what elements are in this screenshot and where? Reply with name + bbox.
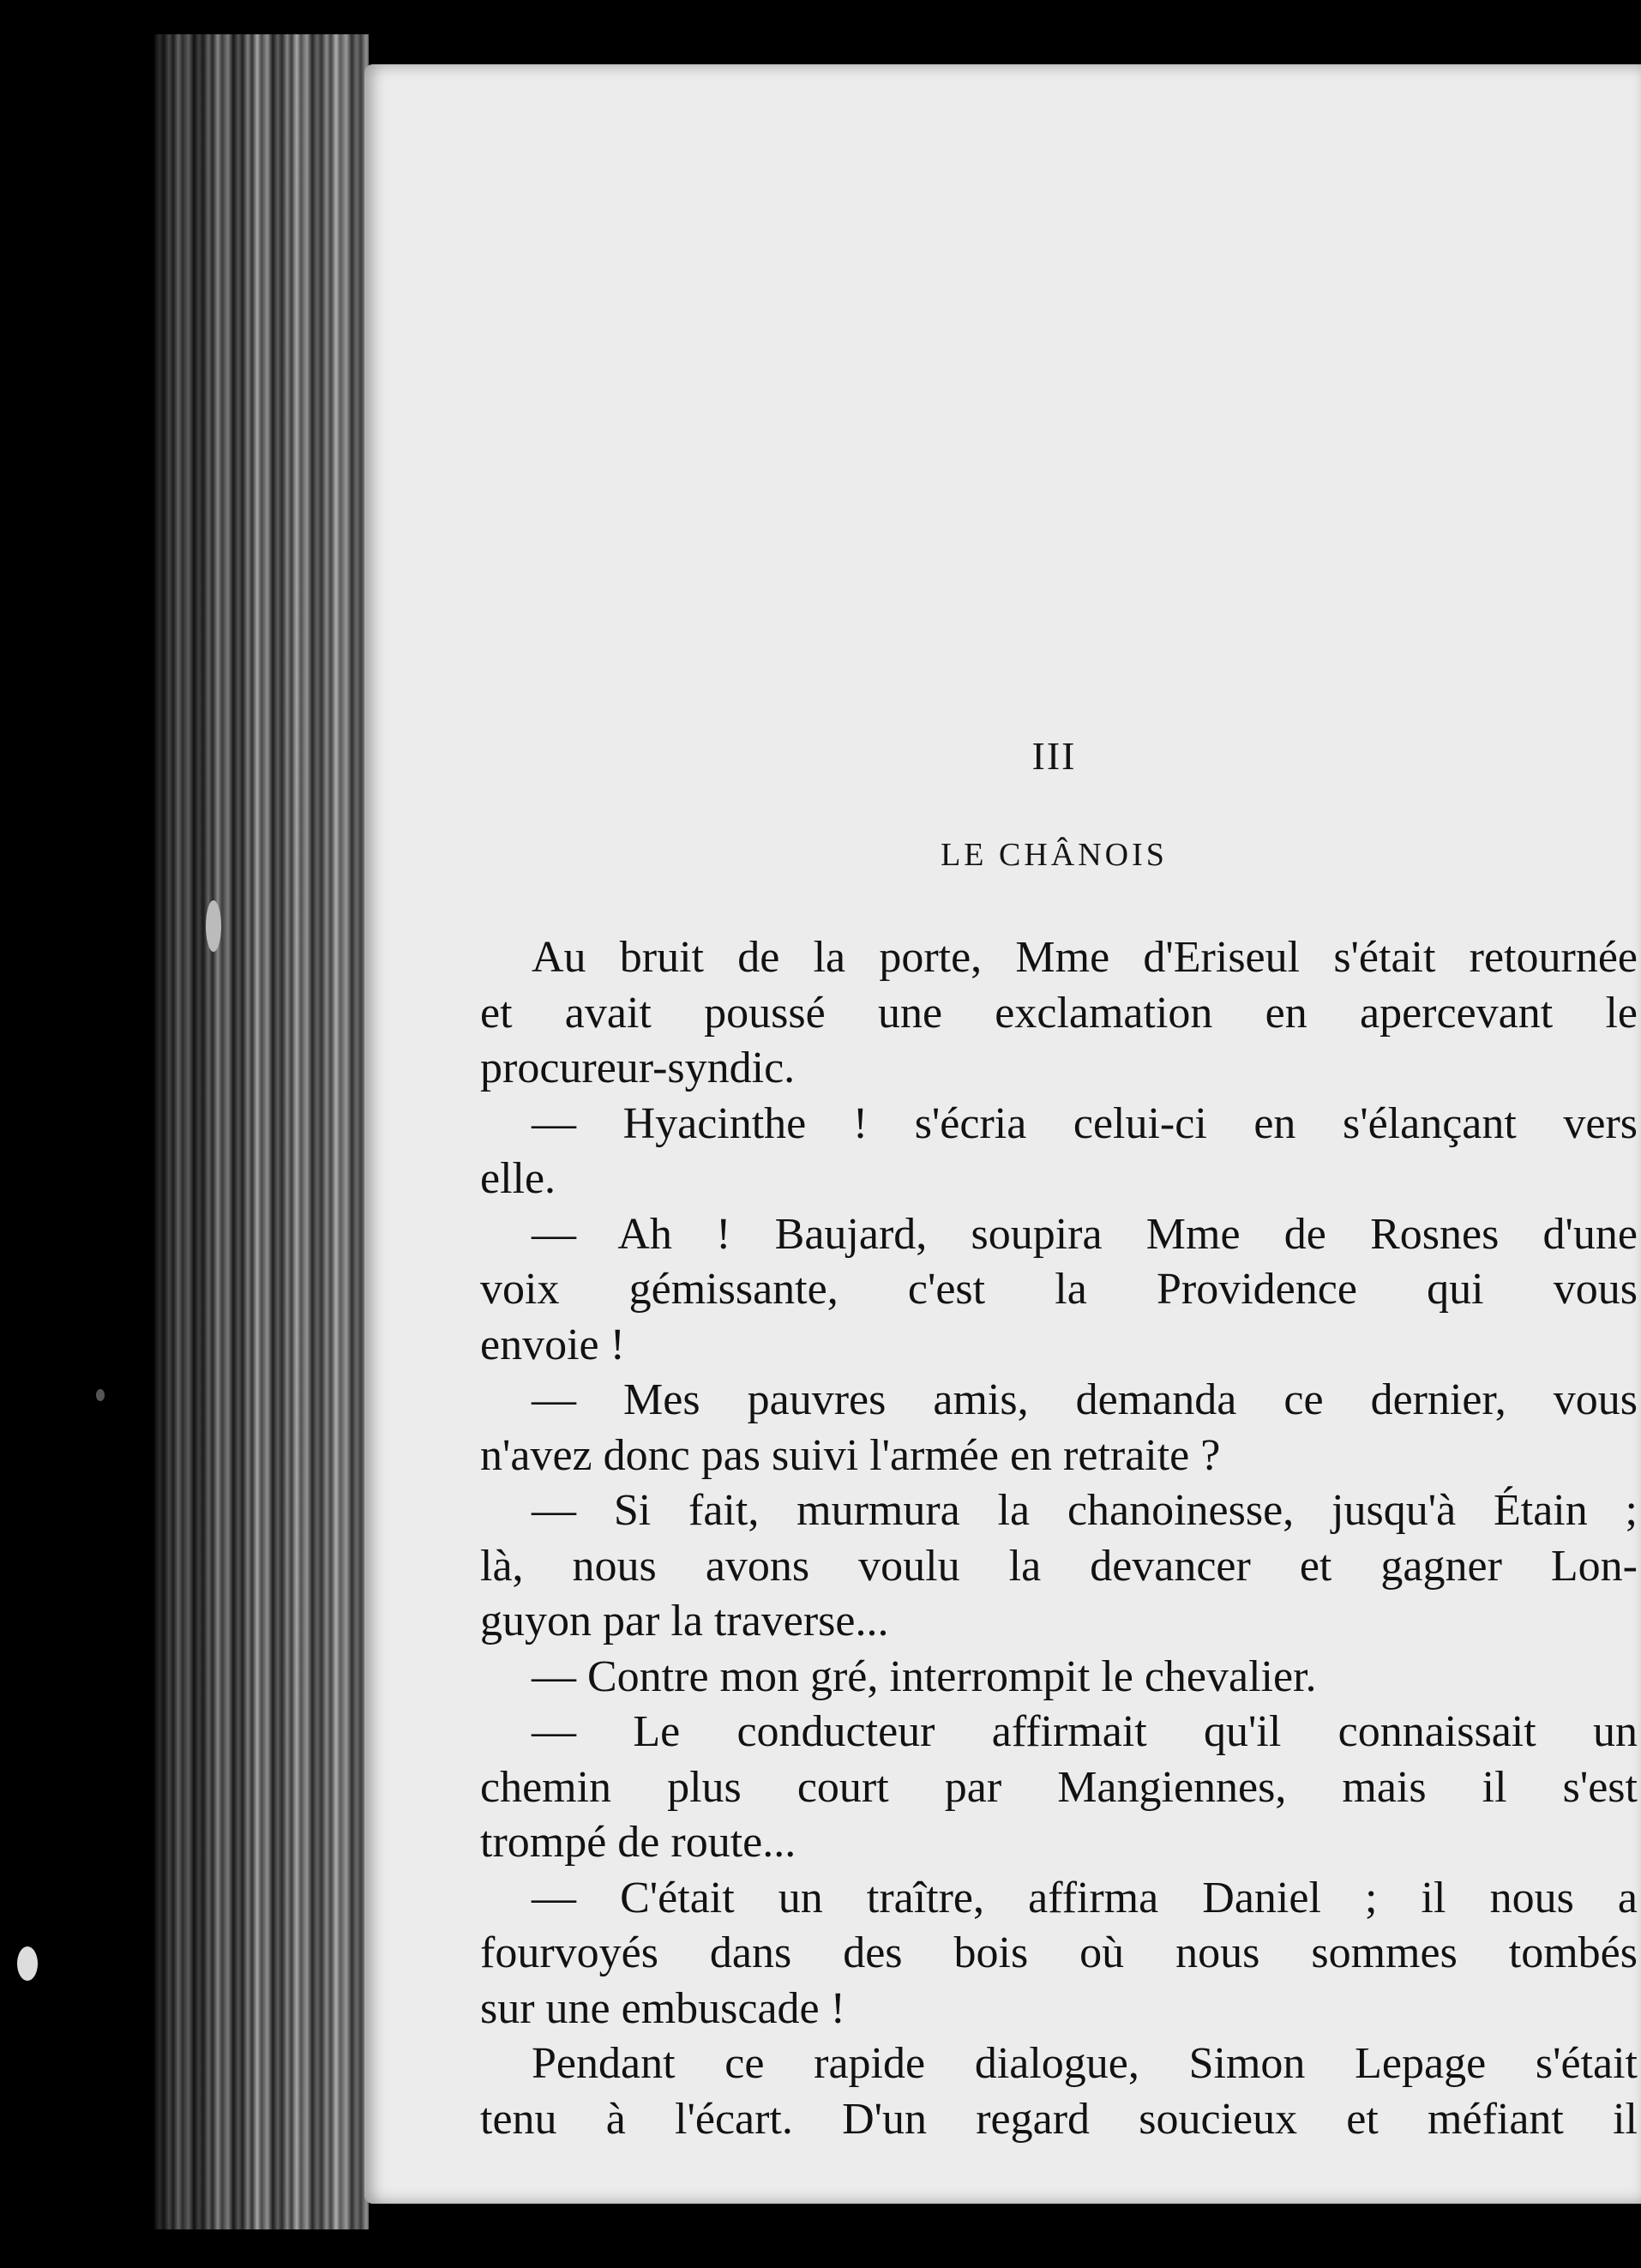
text-line: guyon par la traverse... [480,1597,889,1645]
text-line: fourvoyés dans des bois où nous sommes tombés [480,1928,1638,1977]
text-line: elle. [480,1154,556,1203]
chapter-body [480,930,1638,2147]
text-line: — C'était un traître, affirma Daniel ; il nous a [532,1873,1638,1922]
text-line: sur une embuscade ! [480,1983,845,2033]
text-line: là, nous avons voulu la devancer et gagner Lon- [480,1541,1638,1591]
text-line: chemin plus court par Mangiennes, mais il s'est [480,1762,1638,1812]
text-line: — Ah ! Baujard, soupira Mme de Rosnes d'une [532,1209,1638,1259]
text-line: — Le conducteur affirmait qu'il connaissait un [532,1707,1638,1756]
text-line: voix gémissante, c'est la Providence qui vous [480,1265,1638,1314]
scan-speck [17,1946,38,1981]
text-line: et avait poussé une exclamation en apercevant le [480,988,1638,1038]
text-line: envoie ! [480,1320,625,1369]
scan-speck [96,1389,105,1401]
text-line: trompé de route... [480,1818,796,1867]
text-line: procureur-syndic. [480,1044,796,1092]
chapter-number: III [1031,734,1077,778]
text-line: tenu à l'écart. D'un regard soucieux et méfiant il [480,2094,1638,2144]
text-line: Pendant ce rapide dialogue, Simon Lepage s'était [532,2039,1638,2088]
scan-speck [206,900,221,952]
text-line: — Hyacinthe ! s'écria celui-ci en s'élançant vers [532,1098,1638,1148]
chapter-title: LE CHÂNOIS [941,837,1168,873]
text-line: — Mes pauvres amis, demanda ce dernier, vous [532,1375,1638,1424]
text-line: — Contre mon gré, interrompit le chevalier. [532,1651,1317,1701]
text-line: Au bruit de la porte, Mme d'Eriseul s'était retournée [532,933,1638,982]
book-page [364,64,1641,2204]
book-spine-shadow [154,34,369,2229]
text-line: n'avez donc pas suivi l'armée en retraite ? [480,1430,1221,1480]
text-line: — Si fait, murmura la chanoinesse, jusqu'à Étain ; [532,1486,1638,1535]
